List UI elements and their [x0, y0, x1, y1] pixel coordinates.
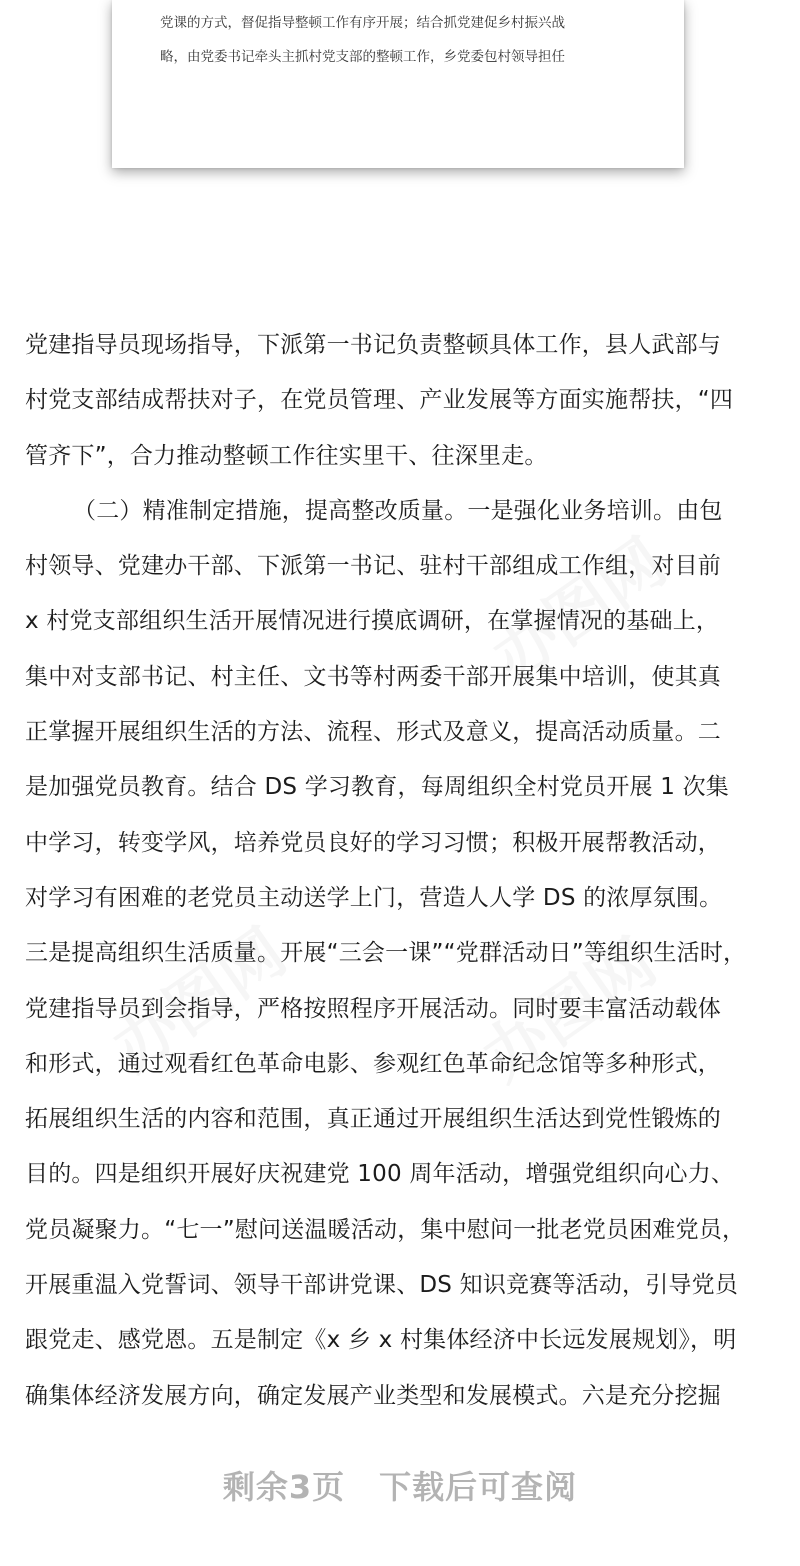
body-line: 对学习有困难的老党员主动送学上门，营造人人学 DS 的浓厚氛围。	[25, 884, 723, 911]
preview-line: 党课的方式，督促指导整顿工作有序开展；结合抓党建促乡村振兴战	[160, 15, 565, 31]
body-line: 拓展组织生活的内容和范围，真正通过开展组织生活达到党性锻炼的	[25, 1106, 721, 1133]
body-line: 集中对支部书记、村主任、文书等村两委干部开展集中培训，使其真	[25, 663, 721, 690]
body-line: 是加强党员教育。结合 DS 学习教育，每周组织全村党员开展 1 次集	[25, 774, 729, 801]
body-line: 确集体经济发展方向，确定发展产业类型和发展模式。六是充分挖掘	[25, 1382, 721, 1409]
body-line: 管齐下”，合力推动整顿工作往实里干、往深里走。	[25, 442, 548, 469]
body-line: 三是提高组织生活质量。开展“三会一课”“党群活动日”等组织生活时，	[25, 940, 747, 967]
document-body	[25, 318, 785, 1424]
body-line: 党员凝聚力。“七一”慰问送温暖活动，集中慰问一批老党员困难党员，	[25, 1216, 746, 1243]
body-line: x 村党支部组织生活开展情况进行摸底调研，在掌握情况的基础上，	[25, 608, 720, 635]
body-line: （二）精准制定措施，提高整改质量。一是强化业务培训。由包	[73, 497, 723, 524]
document-preview-card	[112, 0, 684, 168]
preview-line: 略，由党委书记牵头主抓村党支部的整顿工作，乡党委包村领导担任	[160, 49, 565, 65]
body-line: 村党支部结成帮扶对子，在党员管理、产业发展等方面实施帮扶，“四	[25, 387, 734, 414]
body-line: 中学习，转变学风，培养党员良好的学习习惯；积极开展帮教活动，	[25, 829, 721, 856]
body-line: 和形式，通过观看红色革命电影、参观红色革命纪念馆等多种形式，	[25, 1050, 721, 1077]
body-line: 村领导、党建办干部、下派第一书记、驻村干部组成工作组，对目前	[25, 553, 721, 580]
download-to-view-label: 下载后可查阅	[379, 1468, 578, 1506]
body-line: 跟党走、感党恩。五是制定《x 乡 x 村集体经济中长远发展规划》，明	[25, 1327, 737, 1354]
body-line: 正掌握开展组织生活的方法、流程、形式及意义，提高活动质量。二	[25, 719, 721, 746]
remaining-pages-label: 剩余3页	[222, 1468, 346, 1506]
body-line: 目的。四是组织开展好庆祝建党 100 周年活动，增强党组织向心力、	[25, 1161, 735, 1188]
body-line: 党建指导员现场指导，下派第一书记负责整顿具体工作，县人武部与	[25, 332, 721, 358]
body-line: 党建指导员到会指导，严格按照程序开展活动。同时要丰富活动载体	[25, 995, 721, 1022]
download-prompt-banner[interactable]	[0, 1462, 800, 1508]
body-line: 开展重温入党誓词、领导干部讲党课、DS 知识竞赛等活动，引导党员	[25, 1272, 739, 1299]
